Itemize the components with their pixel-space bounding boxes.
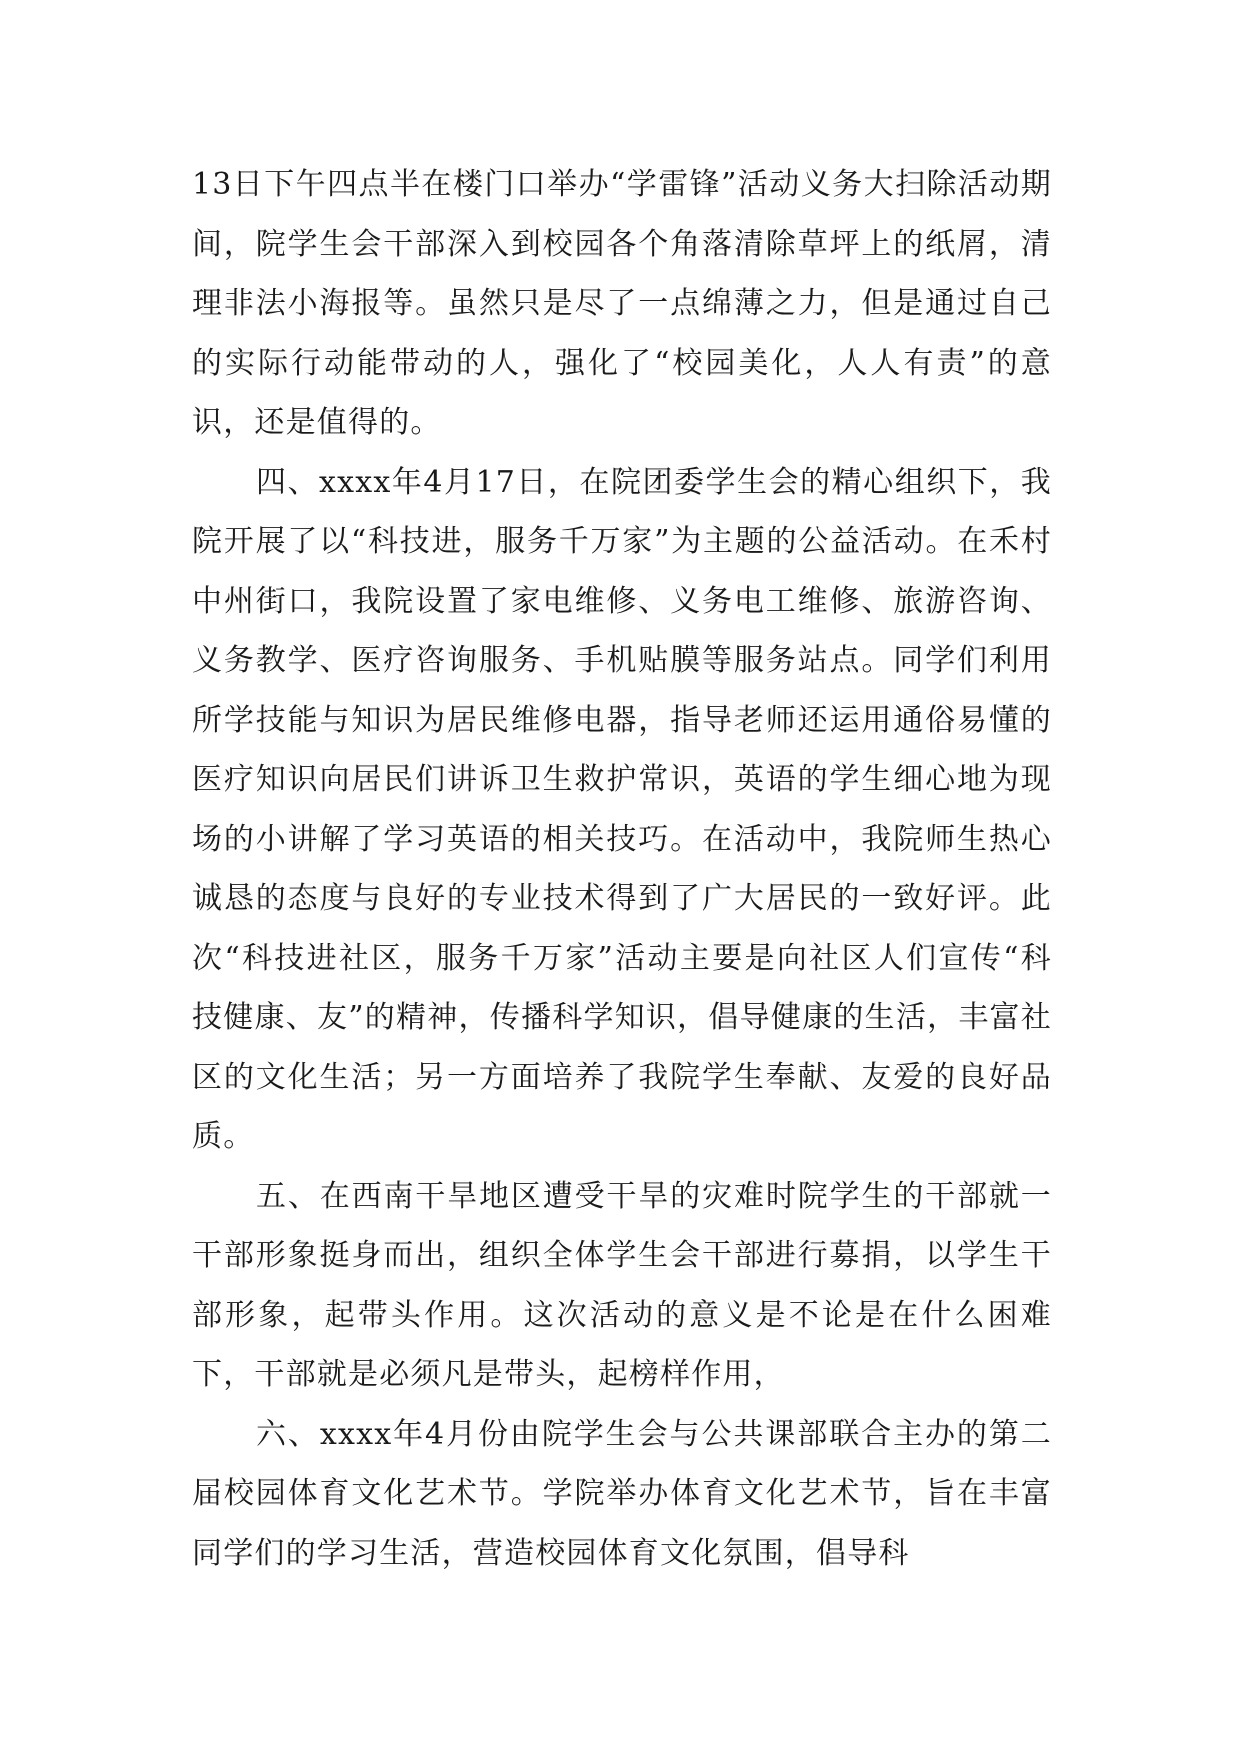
paragraph-item-five: 五、在西南干旱地区遭受干旱的灾难时院学生的干部就一干部形象挺身而出，组织全体学生会干部进行募捐，以学生干部形象，起带头作用。这次活动的意义是不论是在什么困难下，干部就是必须凡是带头，起榜样作用， — [192, 1178, 1052, 1392]
paragraph-activity-cleanup: 13日下午四点半在楼门口举办“学雷锋”活动义务大扫除活动期间，院学生会干部深入到校园各个角落清除草坪上的纸屑，清理非法小海报等。虽然只是尽了一点绵薄之力，但是通过自己的实际行动能带动的人，强化了“校园美化，人人有责”的意识，还是值得的。 — [192, 167, 1052, 440]
document-body — [192, 155, 1052, 1583]
paragraph-item-four: 四、xxxx年4月17日，在院团委学生会的精心组织下，我院开展了以“科技进，服务千万家”为主题的公益活动。在禾村中州街口，我院设置了家电维修、义务电工维修、旅游咨询、义务教学、医疗咨询服务、手机贴膜等服务站点。同学们利用所学技能与知识为居民维修电器，指导老师还运用通俗易懂的医疗知识向居民们讲诉卫生救护常识，英语的学生细心地为现场的小讲解了学习英语的相关技巧。在活动中，我院师生热心诚恳的态度与良好的专业技术得到了广大居民的一致好评。此次“科技进社区，服务千万家”活动主要是向社区人们宣传“科技健康、友”的精神，传播科学知识，倡导健康的生活，丰富社区的文化生活；另一方面培养了我院学生奉献、友爱的良好品质。 — [192, 464, 1052, 1154]
paragraph-item-six: 六、xxxx年4月份由院学生会与公共课部联合主办的第二届校园体育文化艺术节。学院举办体育文化艺术节，旨在丰富同学们的学习生活，营造校园体育文化氛围，倡导科 — [192, 1416, 1052, 1571]
